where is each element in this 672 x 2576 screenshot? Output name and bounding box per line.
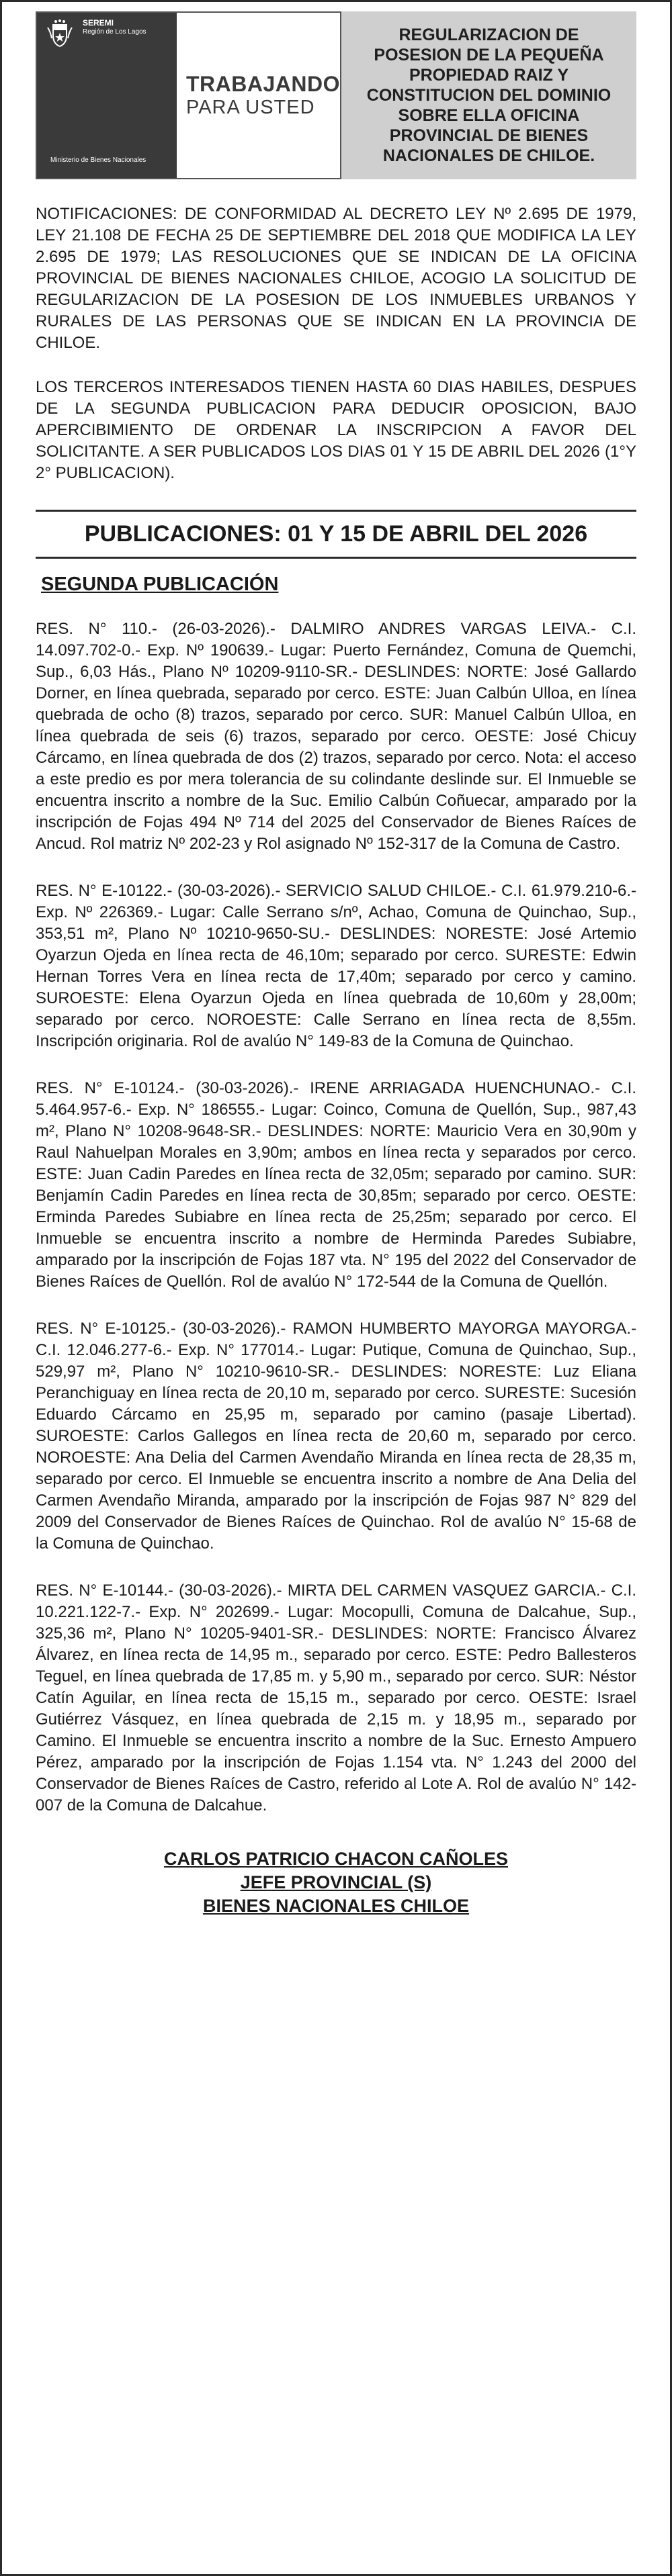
notification-paragraph: NOTIFICACIONES: DE CONFORMIDAD AL DECRETO LEY Nº 2.695 DE 1979, LEY 21.108 DE FECHA 25 DE SEPTIEMBRE DEL 2018 QUE MODIFICA LA LEY 2.695 DE 1979; LAS RESOLUCIONES QUE SE INDICAN DE LA OFICINA PROVINCIAL DE BIENES NACIONALES CHILOE, ACOGIO LA SOLICITUD DE REGULARIZACION DE LA POSESION DE LOS INMUEBLES URBANOS Y RURALES DE LAS PERSONAS QUE SE INDICAN EN LA PROVINCIA DE CHILOE.	[36, 205, 636, 352]
seremi-label	[83, 18, 146, 37]
resolution-entry: RES. N° E-10144.- (30-03-2026).- MIRTA DEL CARMEN VASQUEZ GARCIA.- C.I. 10.221.122-7.- Exp. N° 202699.- Lugar: Mocopulli, Comuna de Dalcahue, Sup., 325,36 m², Plano N° 10205-9401-SR.- DESLINDES: NORTE: Francisco Álvarez Álvarez, en línea recta de 14,95 m., separado por cerco. ESTE: Pedro Ballesteros Teguel, en línea quebrada de 17,85 m. y 5,90 m., separado por cerco. SUR: Néstor Catín Aguilar, en línea recta de 15,15 m., separado por cerco. OESTE: Israel Gutiérrez Vásquez, en línea quebrada de 2,15 m. y 18,95 m., separado por Camino. El Inmueble se encuentra inscrito a nombre de la Suc. Ernesto Ampuero Pérez, amparado por la inscripción de Fojas 1.154 vta. N° 1.243 del 2000 del Conservador de Bienes Raíces de Castro, referido al Lote A. Rol de avalúo N° 142-007 de la Comuna de Dalcahue.	[36, 1581, 636, 1814]
signatory-name: CARLOS PATRICIO CHACON CAÑOLES	[164, 1849, 508, 1869]
resolution-entry: RES. N° 110.- (26-03-2026).- DALMIRO ANDRES VARGAS LEIVA.- C.I. 14.097.702-0.- Exp. Nº 190639.- Lugar: Puerto Fernández, Comuna de Quemchi, Sup., 6,03 Hás., Plano Nº 10209-9110-SR.- DESLINDES: NORTE: José Gallardo Dorner, en línea quebrada, separado por cerco. ESTE: Juan Calbún Ulloa, en línea quebrada de ocho (8) trazos, separado por cerco. SUR: Manuel Calbún Ulloa, en línea quebrada de seis (6) trazos, separado por cerco. OESTE: José Chicuy Cárcamo, en línea quebrada de dos (2) trazos, separado por cerco. Nota: el acceso a este predio es por mera tolerancia de su colindante deslinde sur. El Inmueble se encuentra inscrito a nombre de la Suc. Emilio Calbún Coñuecar, amparado por la inscripción de Fojas 494 Nº 714 del 2025 del Conservador de Bienes Raíces de Ancud. Rol matriz Nº 202-23 y Rol asignado Nº 152-317 de la Comuna de Castro.	[36, 620, 636, 853]
second-publication-heading: SEGUNDA PUBLICACIÓN	[41, 573, 279, 595]
signatory-office: BIENES NACIONALES CHILOE	[202, 1896, 470, 1916]
signatory-position: JEFE PROVINCIAL (S)	[240, 1872, 432, 1892]
ministry-logo	[37, 13, 177, 178]
region-text: Región de Los Lagos	[83, 28, 146, 36]
slogan-line-1: TRABAJANDO	[186, 72, 340, 96]
notice-title: REGULARIZACION DE POSESION DE LA PEQUEÑA PROPIEDAD RAIZ Y CONSTITUCION DEL DOMINIO SOBRE ELLA OFICINA PROVINCIAL DE BIENES NACIONALES DE CHILOE.	[341, 11, 636, 179]
seremi-text: SEREMI	[83, 18, 114, 28]
header	[36, 11, 636, 179]
logo-top	[44, 18, 170, 50]
publications-banner: PUBLICACIONES: 01 Y 15 DE ABRIL DEL 2026	[36, 510, 636, 559]
ministry-name: Ministerio de Bienes Nacionales	[50, 156, 146, 164]
chile-coat-of-arms-icon	[44, 18, 76, 50]
ministry-logo-block	[36, 11, 341, 179]
resolution-entry: RES. N° E-10124.- (30-03-2026).- IRENE ARRIAGADA HUENCHUNAO.- C.I. 5.464.957-6.- Exp. N° 186555.- Lugar: Coinco, Comuna de Quellón, Sup., 987,43 m², Plano N° 10208-9648-SR.- DESLINDES: NORTE: Mauricio Vera en 30,90m y Raul Nahuelpan Morales en 3,90m; ambos en línea recta y separados por cerco. ESTE: Juan Cadin Paredes en línea recta de 32,05m; separado por camino. SUR: Benjamín Cadin Paredes en línea recta de 30,85m; separado por cerco. OESTE: Erminda Paredes Subiabre en línea recta de 25,25m; separado por cerco. El Inmueble se encuentra inscrito a nombre de Herminda Paredes Subiabre, amparado por la inscripción de Fojas 187 vta. N° 195 del 2022 del Conservador de Bienes Raíces de Quellón. Rol de avalúo N° 172-544 de la Comuna de Quellón.	[36, 1079, 636, 1291]
third-parties-paragraph: LOS TERCEROS INTERESADOS TIENEN HASTA 60 DIAS HABILES, DESPUES DE LA SEGUNDA PUBLICACION PARA DEDUCIR OPOSICION, BAJO APERCIBIMIENTO DE ORDENAR LA INSCRIPCION A FAVOR DEL SOLICITANTE. A SER PUBLICADOS LOS DIAS 01 Y 15 DE ABRIL DEL 2026 (1°Y 2° PUBLICACION).	[36, 378, 636, 482]
resolution-entry: RES. N° E-10125.- (30-03-2026).- RAMON HUMBERTO MAYORGA MAYORGA.- C.I. 12.046.277-6.- Exp. N° 177014.- Lugar: Putique, Comuna de Quinchao, Sup., 529,97 m², Plano N° 10210-9610-SR.- DESLINDES: NORESTE: Luz Eliana Peranchiguay en línea recta de 20,10 m, separado por cerco. SURESTE: Sucesión Eduardo Cárcamo en 25,95 m, separado por camino (pasaje Libertad). SUROESTE: Carlos Gallegos en línea recta de 20,60 m, separado por cerco. NOROESTE: Ana Delia del Carmen Avendaño Miranda en línea recta de 28,35 m, separado por cerco. El Inmueble se encuentra inscrito a nombre de Ana Delia del Carmen Avendaño Miranda, amparado por la inscripción de Fojas 987 N° 829 del 2009 del Conservador de Bienes Raíces de Quinchao. Rol de avalúo N° 15-68 de la Comuna de Quinchao.	[36, 1320, 636, 1553]
slogan	[177, 13, 340, 178]
slogan-line-2: PARA USTED	[186, 97, 315, 118]
signature-block	[36, 1847, 636, 1918]
resolution-entry: RES. N° E-10122.- (30-03-2026).- SERVICIO SALUD CHILOE.- C.I. 61.979.210-6.- Exp. Nº 226369.- Lugar: Calle Serrano s/nº, Achao, Comuna de Quinchao, Sup., 353,51 m², Plano Nº 10210-9650-SU.- DESLINDES: NORESTE: José Artemio Oyarzun Ojeda en línea recta de 46,10m; separado por cerco. SURESTE: Edwin Hernan Torres Vera en línea recta de 17,40m; separado por cerco y camino. SUROESTE: Elena Oyarzun Ojeda en línea quebrada de 10,60m y 28,00m; separado por cerco. NOROESTE: Calle Serrano en línea recta de 8,55m. Inscripción originaria. Rol de avalúo N° 149-83 de la Comuna de Quinchao.	[36, 882, 636, 1050]
